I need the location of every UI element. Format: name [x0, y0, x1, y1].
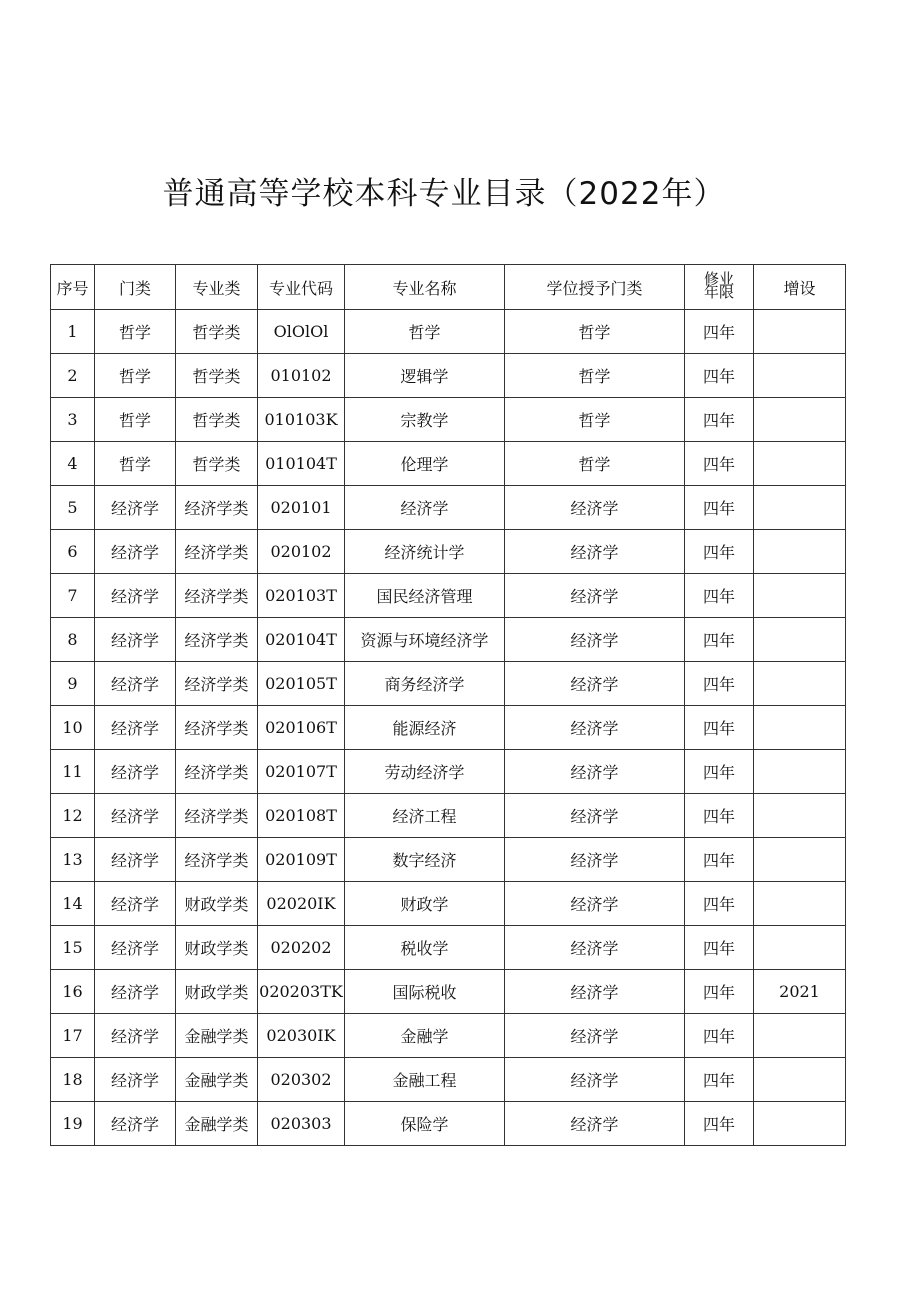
- cell-added: [754, 750, 846, 794]
- cell-category: 经济学: [95, 1058, 176, 1102]
- cell-added: [754, 706, 846, 750]
- cell-class: 经济学类: [176, 618, 258, 662]
- cell-class: 经济学类: [176, 662, 258, 706]
- header-added: 增设: [754, 265, 846, 310]
- header-name: 专业名称: [345, 265, 505, 310]
- cell-class: 哲学类: [176, 354, 258, 398]
- cell-duration: 四年: [685, 486, 754, 530]
- cell-category: 经济学: [95, 618, 176, 662]
- table-row: [51, 486, 846, 530]
- cell-index: 10: [51, 706, 95, 750]
- table-header-row: [51, 265, 846, 310]
- cell-category: 经济学: [95, 530, 176, 574]
- cell-added: [754, 618, 846, 662]
- table-row: [51, 794, 846, 838]
- cell-degree: 经济学: [505, 838, 685, 882]
- cell-class: 金融学类: [176, 1014, 258, 1058]
- cell-category: 哲学: [95, 310, 176, 354]
- cell-index: 18: [51, 1058, 95, 1102]
- cell-added: [754, 794, 846, 838]
- cell-degree: 哲学: [505, 442, 685, 486]
- cell-class: 经济学类: [176, 750, 258, 794]
- table-row: [51, 1102, 846, 1146]
- cell-name: 逻辑学: [345, 354, 505, 398]
- cell-duration: 四年: [685, 838, 754, 882]
- cell-class: 财政学类: [176, 882, 258, 926]
- cell-degree: 经济学: [505, 926, 685, 970]
- cell-degree: 经济学: [505, 1058, 685, 1102]
- cell-degree: 经济学: [505, 1014, 685, 1058]
- cell-class: 哲学类: [176, 442, 258, 486]
- cell-code: 020302: [258, 1058, 345, 1102]
- cell-category: 哲学: [95, 442, 176, 486]
- cell-duration: 四年: [685, 926, 754, 970]
- table-body: [51, 310, 846, 1146]
- cell-duration: 四年: [685, 882, 754, 926]
- cell-name: 国际税收: [345, 970, 505, 1014]
- cell-degree: 经济学: [505, 970, 685, 1014]
- table-row: [51, 706, 846, 750]
- cell-class: 金融学类: [176, 1102, 258, 1146]
- cell-index: 16: [51, 970, 95, 1014]
- table-row: [51, 530, 846, 574]
- cell-category: 经济学: [95, 926, 176, 970]
- cell-code: 010102: [258, 354, 345, 398]
- header-category: 门类: [95, 265, 176, 310]
- cell-class: 财政学类: [176, 970, 258, 1014]
- cell-code: 020109T: [258, 838, 345, 882]
- cell-added: [754, 574, 846, 618]
- cell-name: 劳动经济学: [345, 750, 505, 794]
- table-row: [51, 662, 846, 706]
- cell-class: 经济学类: [176, 574, 258, 618]
- cell-index: 15: [51, 926, 95, 970]
- cell-degree: 经济学: [505, 750, 685, 794]
- cell-duration: 四年: [685, 750, 754, 794]
- cell-added: [754, 1014, 846, 1058]
- cell-class: 经济学类: [176, 530, 258, 574]
- cell-index: 14: [51, 882, 95, 926]
- cell-category: 经济学: [95, 750, 176, 794]
- cell-duration: 四年: [685, 398, 754, 442]
- cell-index: 7: [51, 574, 95, 618]
- cell-index: 9: [51, 662, 95, 706]
- cell-code: 020107T: [258, 750, 345, 794]
- cell-index: 19: [51, 1102, 95, 1146]
- cell-duration: 四年: [685, 1014, 754, 1058]
- cell-code: 010104T: [258, 442, 345, 486]
- cell-degree: 经济学: [505, 618, 685, 662]
- cell-name: 商务经济学: [345, 662, 505, 706]
- cell-duration: 四年: [685, 1058, 754, 1102]
- table-row: [51, 750, 846, 794]
- cell-index: 17: [51, 1014, 95, 1058]
- table-row: [51, 354, 846, 398]
- cell-duration: 四年: [685, 530, 754, 574]
- cell-name: 经济统计学: [345, 530, 505, 574]
- cell-code: 020102: [258, 530, 345, 574]
- cell-added: [754, 354, 846, 398]
- cell-category: 哲学: [95, 354, 176, 398]
- header-index: 序号: [51, 265, 95, 310]
- cell-category: 经济学: [95, 574, 176, 618]
- cell-duration: 四年: [685, 442, 754, 486]
- cell-duration: 四年: [685, 574, 754, 618]
- table-row: [51, 882, 846, 926]
- cell-name: 保险学: [345, 1102, 505, 1146]
- cell-class: 经济学类: [176, 706, 258, 750]
- cell-index: 11: [51, 750, 95, 794]
- table-row: [51, 618, 846, 662]
- cell-code: 020303: [258, 1102, 345, 1146]
- cell-code: 020202: [258, 926, 345, 970]
- cell-index: 5: [51, 486, 95, 530]
- document-title: 普通高等学校本科专业目录（2022年）: [162, 176, 726, 212]
- cell-index: 12: [51, 794, 95, 838]
- table-row: [51, 1058, 846, 1102]
- cell-degree: 经济学: [505, 706, 685, 750]
- cell-code: 020103T: [258, 574, 345, 618]
- major-catalog-table: [50, 264, 846, 1146]
- cell-code: 020106T: [258, 706, 345, 750]
- header-class: 专业类: [176, 265, 258, 310]
- cell-degree: 经济学: [505, 882, 685, 926]
- cell-class: 金融学类: [176, 1058, 258, 1102]
- cell-code: 020203TK: [258, 970, 345, 1014]
- table-row: [51, 926, 846, 970]
- cell-class: 经济学类: [176, 794, 258, 838]
- table-row: [51, 310, 846, 354]
- cell-class: 哲学类: [176, 398, 258, 442]
- cell-added: [754, 926, 846, 970]
- cell-added: [754, 310, 846, 354]
- cell-duration: 四年: [685, 1102, 754, 1146]
- cell-code: 020104T: [258, 618, 345, 662]
- cell-degree: 哲学: [505, 310, 685, 354]
- cell-added: [754, 530, 846, 574]
- cell-class: 财政学类: [176, 926, 258, 970]
- cell-class: 经济学类: [176, 838, 258, 882]
- cell-added: [754, 1102, 846, 1146]
- cell-name: 金融工程: [345, 1058, 505, 1102]
- cell-code: 02020IK: [258, 882, 345, 926]
- header-duration: [685, 265, 754, 310]
- cell-degree: 经济学: [505, 1102, 685, 1146]
- cell-duration: 四年: [685, 354, 754, 398]
- cell-added: 2021: [754, 970, 846, 1014]
- cell-name: 经济学: [345, 486, 505, 530]
- cell-added: [754, 662, 846, 706]
- cell-name: 资源与环境经济学: [345, 618, 505, 662]
- cell-duration: 四年: [685, 970, 754, 1014]
- cell-name: 宗教学: [345, 398, 505, 442]
- cell-name: 能源经济: [345, 706, 505, 750]
- cell-degree: 经济学: [505, 574, 685, 618]
- cell-name: 金融学: [345, 1014, 505, 1058]
- header-duration-line1: 修业: [703, 270, 734, 288]
- cell-name: 经济工程: [345, 794, 505, 838]
- cell-index: 4: [51, 442, 95, 486]
- cell-duration: 四年: [685, 618, 754, 662]
- cell-degree: 经济学: [505, 662, 685, 706]
- cell-category: 经济学: [95, 838, 176, 882]
- cell-category: 经济学: [95, 794, 176, 838]
- cell-name: 国民经济管理: [345, 574, 505, 618]
- cell-category: 哲学: [95, 398, 176, 442]
- cell-added: [754, 398, 846, 442]
- cell-index: 13: [51, 838, 95, 882]
- cell-name: 数字经济: [345, 838, 505, 882]
- cell-category: 经济学: [95, 1014, 176, 1058]
- table-row: [51, 838, 846, 882]
- cell-degree: 哲学: [505, 354, 685, 398]
- cell-code: OlOlOl: [258, 310, 345, 354]
- cell-duration: 四年: [685, 310, 754, 354]
- header-code: 专业代码: [258, 265, 345, 310]
- cell-added: [754, 838, 846, 882]
- cell-added: [754, 442, 846, 486]
- table-row: [51, 1014, 846, 1058]
- cell-index: 1: [51, 310, 95, 354]
- table-row: [51, 574, 846, 618]
- cell-degree: 哲学: [505, 398, 685, 442]
- cell-name: 哲学: [345, 310, 505, 354]
- cell-code: 020101: [258, 486, 345, 530]
- cell-added: [754, 882, 846, 926]
- cell-degree: 经济学: [505, 794, 685, 838]
- cell-added: [754, 1058, 846, 1102]
- cell-degree: 经济学: [505, 530, 685, 574]
- cell-code: 02030IK: [258, 1014, 345, 1058]
- cell-category: 经济学: [95, 970, 176, 1014]
- cell-code: 020105T: [258, 662, 345, 706]
- header-duration-line2: 年限: [703, 283, 734, 301]
- cell-class: 哲学类: [176, 310, 258, 354]
- cell-duration: 四年: [685, 706, 754, 750]
- table-row: [51, 442, 846, 486]
- cell-class: 经济学类: [176, 486, 258, 530]
- cell-degree: 经济学: [505, 486, 685, 530]
- cell-index: 3: [51, 398, 95, 442]
- cell-category: 经济学: [95, 1102, 176, 1146]
- cell-category: 经济学: [95, 662, 176, 706]
- cell-index: 2: [51, 354, 95, 398]
- cell-code: 020108T: [258, 794, 345, 838]
- cell-name: 财政学: [345, 882, 505, 926]
- header-degree: 学位授予门类: [505, 265, 685, 310]
- cell-name: 伦理学: [345, 442, 505, 486]
- cell-index: 8: [51, 618, 95, 662]
- cell-duration: 四年: [685, 662, 754, 706]
- cell-category: 经济学: [95, 706, 176, 750]
- table-row: [51, 398, 846, 442]
- table-row: [51, 970, 846, 1014]
- cell-duration: 四年: [685, 794, 754, 838]
- cell-added: [754, 486, 846, 530]
- cell-category: 经济学: [95, 486, 176, 530]
- cell-category: 经济学: [95, 882, 176, 926]
- cell-name: 税收学: [345, 926, 505, 970]
- cell-code: 010103K: [258, 398, 345, 442]
- cell-index: 6: [51, 530, 95, 574]
